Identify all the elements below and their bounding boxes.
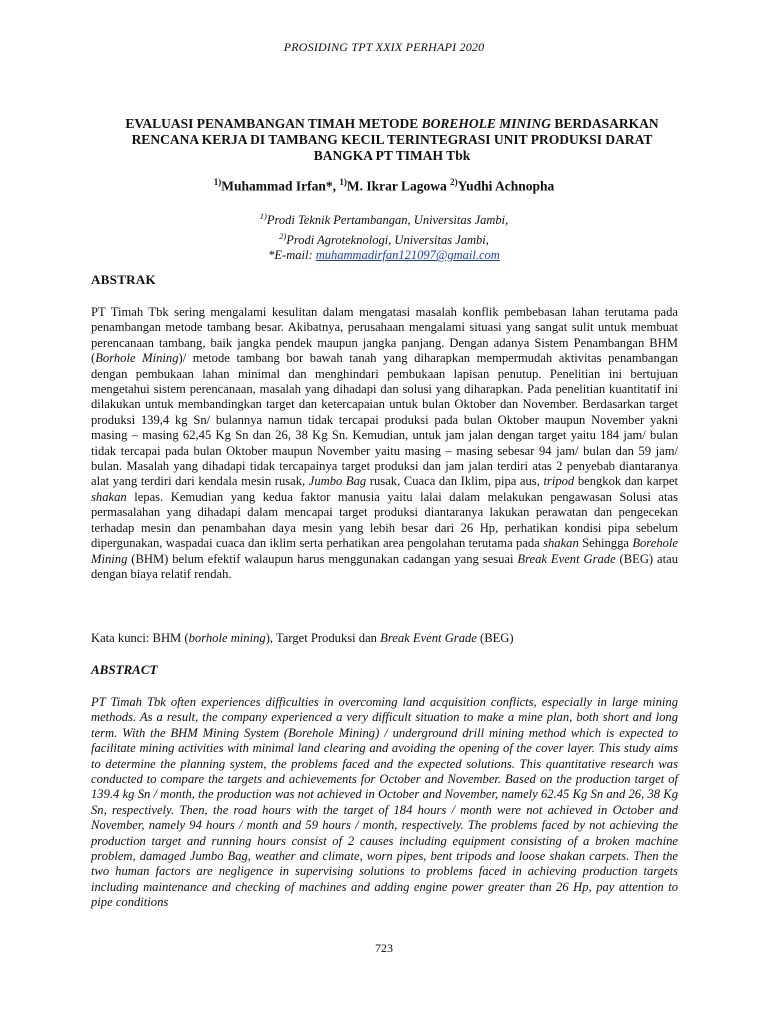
affiliation-1-mark: 1) [259,211,267,221]
email-label: *E-mail: [268,248,316,263]
author-3-name: Yudhi Achnopha [457,178,555,194]
abstrak-text-run: )/ metode tambang bor bawah tanah yang diharapkan mempermudah aktivitas penambangan dengan pembukaan lahan minimal dan menghindari pembukaan lapisan penutup. Penelitian ini bertujuan mengetahui sistem perencanaan, masalah yang dihadapi dan solusi yang diharapkan. Pada penelitian kuantitatif ini dilakukan untuk membandingkan target dan ketercapaian untuk bulan Oktober dan November. Berdasarkan target produksi 139,4 kg Sn/ bulannya namun tidak tercapai produksi pada bulan Oktober maupun November yakni masing – masing 62,45 Kg Sn dan 26, 38 Kg Sn. Kemudian, untuk jam jalan dengan target yaitu 184 jam/ bulan tidak tercapai pada bulan Oktober maupun November yaitu masing – masing sebesar 94 jam/ bulan dan 59 jam/ bulan. Masalah yang dihadapi tidak tercapainya target produksi dan jam jalan terdiri atas 2 penyebab diantaranya alat yang terdiri dari kendala mesin rusak, [91,351,678,489]
abstrak-italic-term: tripod [543,474,575,489]
abstrak-italic-term: Jumbo Bag [308,474,367,489]
keywords-text-run: Kata kunci: BHM ( [91,631,189,645]
abstrak-italic-term: Borehole Mining [91,536,679,566]
author-2-affil-mark: 1) [339,177,347,187]
keywords-text-run: (BEG) [476,631,514,645]
paper-title [104,116,680,164]
page-number: 723 [375,941,393,955]
abstrak-text-run: PT Timah Tbk sering mengalami kesulitan dalam mengatasi masalah konflik pembebasan lahan terutama pada penambangan metode tambang besar. Akibatnya, perusahaan mengalami situasi yang sangat sulit untuk membuat perencanaan tambang, baik jangka pendek maupun jangka panjang. Dengan adanya Sistem Penambangan BHM ( [91,305,678,366]
abstrak-text-run: (BHM) belum efektif walaupun harus menggunakan cadangan yang sesuai [127,551,518,566]
author-2-name: M. Ikrar Lagowa [346,178,451,194]
author-3-affil-mark: 2) [450,177,458,187]
abstrak-italic-term: Borhole Mining [95,351,179,366]
affiliation-2 [0,229,768,249]
running-header: PROSIDING TPT XXIX PERHAPI 2020 [283,40,485,54]
affiliation-2-mark: 2) [279,230,287,241]
keywords-text-run: ), Target Produksi dan [265,631,381,645]
abstract-heading: ABSTRACT [91,662,158,677]
title-part-2: BERDASARKAN RENCANA KERJA DI TAMBANG KECIL TERINTEGRASI UNIT PRODUKSI DARAT BANGKA PT TIMAH Tbk [131,116,659,163]
abstrak-text-run: lepas. Kemudian yang kedua faktor manusia yaitu lalai dalam melakukan pengawasan Solusi atas permasalahan yang dihadapi dalam mencapai target produksi diantaranya lakukan perawatan dan pengecekan terhadap mesin dan penambahan daya mesin yang lebih besar dari 26 Hp, perhatikan kondisi pipa sebelum dipergunakan, waspadai cuaca dan iklim serta perhatikan area pengolahan terutama pada [91,489,678,551]
email-link[interactable]: muhammadirfan121097@gmail.com [315,248,500,263]
affiliation-1 [0,209,768,229]
abstrak-text-run: rusak, Cuaca dan Iklim, pipa aus, [366,474,544,489]
abstrak-text-run: Sehingga [578,536,633,551]
keywords-italic-term: borhole mining [188,631,266,645]
author-list [0,177,768,195]
keywords-italic-term: Break Event Grade [380,631,477,645]
abstrak-italic-term: Break Event Grade [517,551,616,566]
abstrak-text-run: (BEG) atau dengan biaya relatif rendah. [91,551,678,581]
abstrak-heading: ABSTRAK [91,272,156,287]
title-part-1: EVALUASI PENAMBANGAN TIMAH METODE [125,116,422,131]
affiliation-1-text: Prodi Teknik Pertambangan, Universitas Jambi, [266,213,509,228]
author-1-affil-mark: 1) [213,177,222,187]
abstrak-italic-term: shakan [543,536,579,551]
affiliation-2-text: Prodi Agroteknologi, Universitas Jambi, [286,232,489,247]
author-1-name: Muhammad Irfan*, [221,178,340,194]
abstrak-paragraph [91,305,678,582]
affiliations [0,209,768,264]
abstract-paragraph: PT Timah Tbk often experiences difficulties in overcoming land acquisition conflicts, especially in large mining methods. As a result, the company experienced a very difficult situation to make a mine plan, both short and long term. With the BHM Mining System (Borehole Mining) / underground drill mining method which is expected to facilitate mining activities with minimal land clearing and avoiding the opening of the cover layer. This study aims to determine the planning system, the problems faced and the expected solutions. This quantitative research was conducted to compare the targets and achievements for October and November. Based on the production target of 139.4 kg Sn / month, the production was not achieved in October and November, namely 62.45 Kg Sn and 26, 38 Kg Sn, respectively. Then, the road hours with the target of 184 hours / month were not achieved in October and November, namely 94 hours / month and 59 hours / month, respectively. The problems faced by not achieving the production target and running hours consist of 2 causes including equipment consisting of a broken machine problem, damaged Jumbo Bag, weather and climate, worn pipes, bent tripods and loose shakan carpets. Then the two human factors are negligence in supervising solutions to problems faced in achieving production targets including maintenance and checking of machines and adding engine power greater than 26 Hp, pay attention to pipe conditions [91,695,678,910]
email-line [0,248,768,264]
abstrak-text-run: bengkok dan karpet [574,474,679,489]
title-italic: BOREHOLE MINING [421,116,552,131]
abstrak-italic-term: shakan [91,489,127,504]
keywords-line [91,631,678,646]
